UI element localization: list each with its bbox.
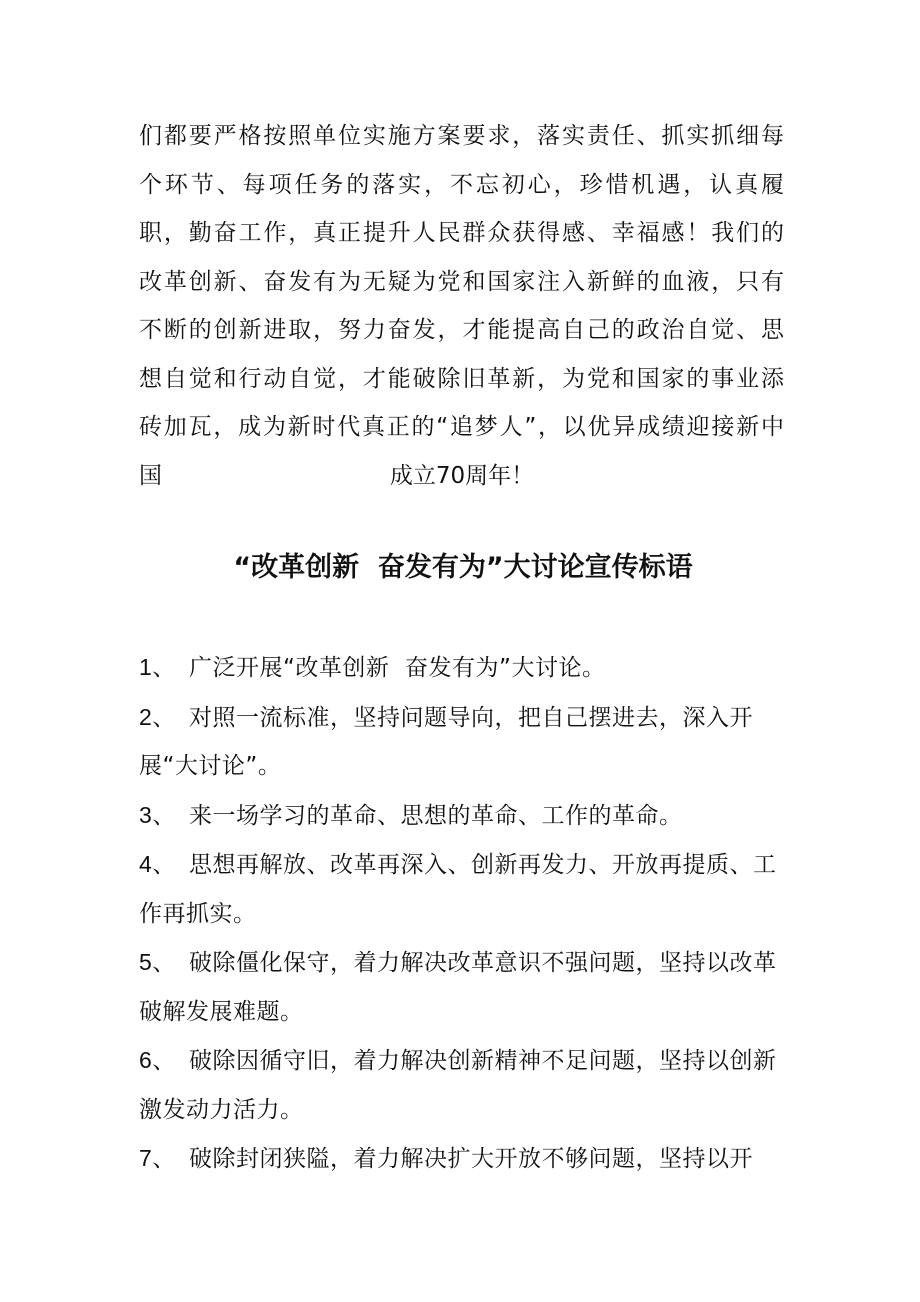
slogan-text: 对照一流标准，坚持问题导向，把自己摆进去，深入开展“大讨论”。 [139, 704, 753, 779]
slogan-number: 7、 [139, 1145, 176, 1171]
slogan-text: 破除因循守旧，着力解决创新精神不足问题，坚持以创新激发动力活力。 [139, 1048, 777, 1123]
slogan-number: 4、 [139, 851, 176, 877]
slogan-text: 来一场学习的革命、思想的革命、工作的革命。 [189, 802, 683, 829]
body-paragraph: 们都要严格按照单位实施方案要求，落实责任、抓实抓细每个环节、每项任务的落实，不忘初心，珍惜机遇，认真履职，勤奋工作，真正提升人民群众获得感、幸福感！我们的改革创新、奋发有为无疑为党和国家注入新鲜的血液，只有不断的创新进取，努力奋发，才能提高自己的政治自觉、思想自觉和行动自觉，才能破除旧革新，为党和国家的事业添砖加瓦，成为新时代真正的“追梦人”，以优异成绩迎接新中国 [139, 123, 785, 489]
slogan-item-5 [139, 938, 785, 1036]
slogan-text: 思想再解放、改革再深入、创新再发力、开放再提质、工作再抓实。 [139, 852, 777, 927]
slogan-text: 破除僵化保守，着力解决改革意识不强问题，坚持以改革破解发展难题。 [139, 950, 777, 1025]
slogan-number: 5、 [139, 949, 176, 975]
slogan-number: 1、 [139, 654, 176, 680]
slogan-number: 6、 [139, 1047, 176, 1073]
slogan-number: 3、 [139, 801, 176, 828]
slogan-item-6 [139, 1036, 785, 1134]
slogan-list [139, 643, 785, 1184]
slogan-text: 广泛开展“改革创新 奋发有为”大讨论。 [189, 655, 606, 681]
slogan-item-1 [139, 643, 785, 693]
slogan-item-4 [139, 840, 785, 938]
slogan-item-3 [139, 791, 785, 841]
slogan-item-2 [139, 693, 785, 791]
section-title: “改革创新 奋发有为”大讨论宣传标语 [233, 552, 693, 583]
slogan-number: 2、 [139, 703, 176, 730]
closing-line: 成立70周年！ [389, 463, 535, 489]
slogan-text: 破除封闭狭隘，着力解决扩大开放不够问题，坚持以开 [189, 1146, 753, 1172]
slogan-item-7 [139, 1134, 785, 1184]
